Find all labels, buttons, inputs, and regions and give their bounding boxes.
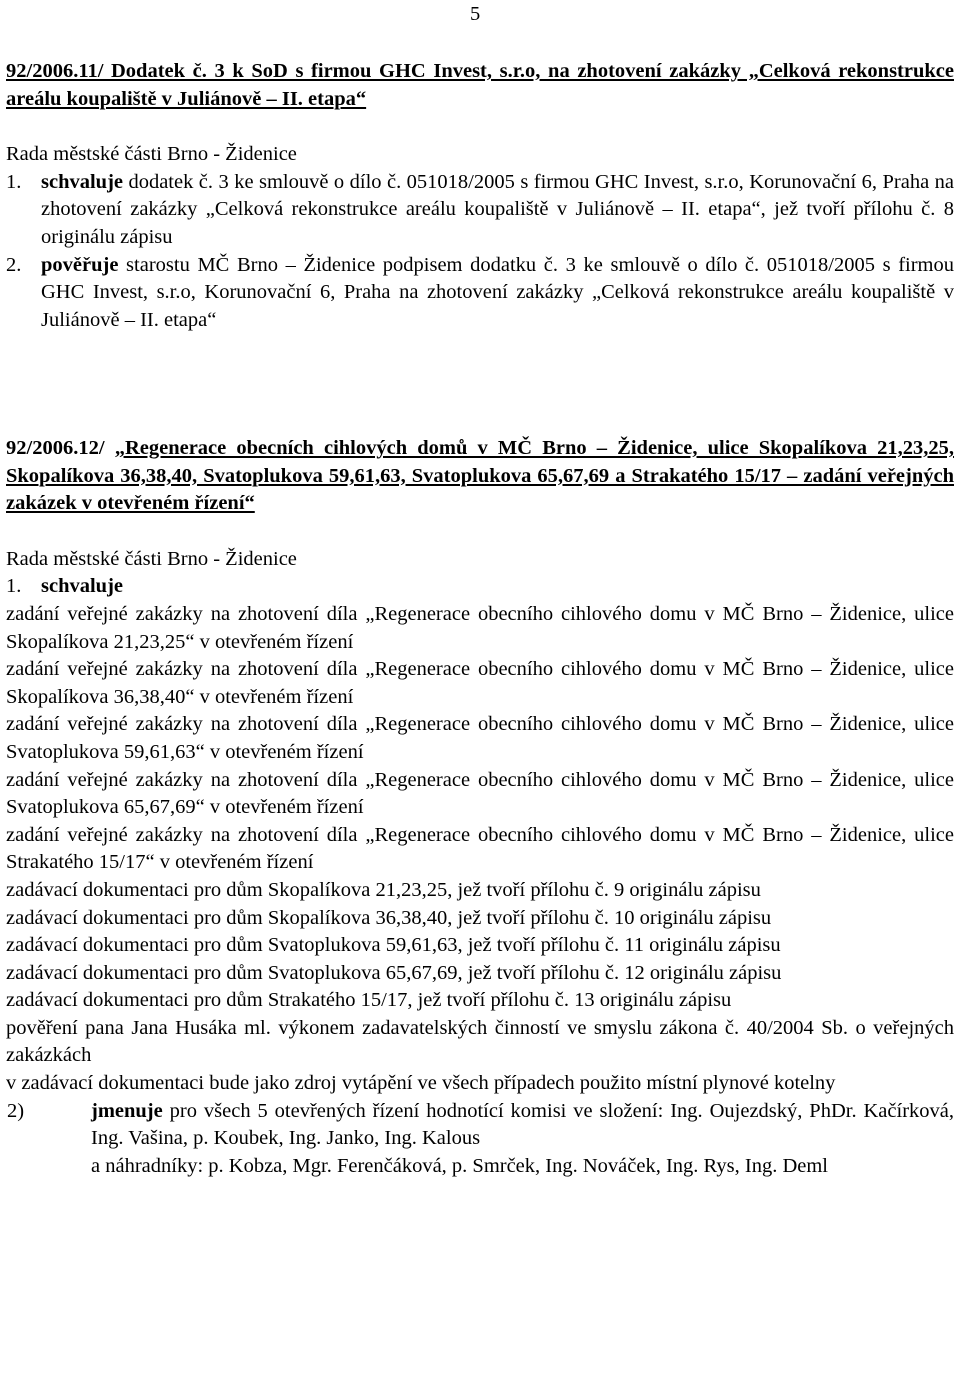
subitem — [0, 960, 954, 988]
subitem — [0, 877, 954, 905]
item-number: 1. — [6, 575, 22, 598]
resolution-92-2006-12 — [6, 435, 954, 1180]
subitem-text: v zadávací dokumentaci bude jako zdroj vytápění ve všech případech použito místní plynové kotelny — [6, 1072, 836, 1095]
item-text: dodatek č. 3 ke smlouvě o dílo č. 051018/2005 s firmou GHC Invest, s.r.o, Korunovační 6, Praha na zhotovení zakázky „Celková rekonstrukce areálu koupaliště v Juliánově – II. etapa“, jež tvoří přílohu č. 8 originálu zápisu — [41, 170, 954, 248]
subitem-text: zadávací dokumentaci pro dům Skopalíkova 36,38,40, jež tvoří přílohu č. 10 originálu zápisu — [6, 906, 772, 929]
subitem-text: pověření pana Jana Husáka ml. výkonem zadavatelských činností ve smyslu zákona č. 40/2004 Sb. o veřejných zakázkách — [6, 1016, 954, 1067]
subitem — [0, 987, 954, 1015]
subitem — [0, 1070, 954, 1098]
council-name: Rada městské části Brno - Židenice — [6, 547, 297, 570]
subitem-text: zadávací dokumentaci pro dům Strakatého 15/17, jež tvoří přílohu č. 13 originálu zápisu — [6, 989, 732, 1012]
subitem-text: zadání veřejné zakázky na zhotovení díla „Regenerace obecního cihlového domu v MČ Brno – Židenice, ulice Skopalíkova 36,38,40“ v otevřeném řízení — [6, 658, 954, 708]
item-verb: pověřuje — [41, 253, 119, 276]
resolution-item — [6, 1098, 954, 1181]
subitem — [0, 601, 954, 656]
subitem — [0, 711, 954, 766]
subitem-text: zadávací dokumentaci pro dům Svatoplukova 59,61,63, jež tvoří přílohu č. 11 originálu zápisu — [6, 934, 781, 957]
subitem-text: zadávací dokumentaci pro dům Skopalíkova 21,23,25, jež tvoří přílohu č. 9 originálu zápisu — [6, 878, 761, 901]
subitem-list — [0, 601, 954, 1098]
resolution-number: 92/2006.12/ — [6, 437, 105, 459]
subitem — [0, 767, 954, 822]
subitem — [0, 656, 954, 711]
item-number: 2. — [6, 253, 22, 276]
subitem-text: zadání veřejné zakázky na zhotovení díla „Regenerace obecního cihlového domu v MČ Brno – Židenice, ulice Svatoplukova 65,67,69“ v otevřeném řízení — [6, 768, 954, 819]
subitem — [0, 822, 954, 877]
resolution-heading: 92/2006.11/ Dodatek č. 3 k SoD s firmou GHC Invest, s.r.o, na zhotovení zakázky „Celková rekonstrukce areálu koupaliště v Juliánově – II. etapa“ — [6, 60, 954, 110]
subitem-text: zadávací dokumentaci pro dům Svatoplukova 65,67,69, jež tvoří přílohu č. 12 originálu zápisu — [6, 961, 782, 984]
item-verb: jmenuje — [91, 1099, 163, 1122]
item-number: 1. — [6, 170, 22, 193]
resolution-item — [6, 169, 954, 252]
resolution-heading — [6, 435, 954, 518]
resolution-title: „Regenerace obecních cihlových domů v MČ Brno – Židenice, ulice Skopalíkova 21,23,25, Skopalíkova 36,38,40, Svatoplukova 59,61,63, Svatoplukova 65,67,69 a Strakatého 15/17 – zadání veřejných zakázek v otevřeném řízení“ — [6, 437, 955, 515]
resolution-item — [6, 573, 954, 601]
page-number: 5 — [470, 3, 481, 25]
item-text: pro všech 5 otevřených řízení hodnotící komisi ve složení: Ing. Oujezdský, PhDr. Kačírková, Ing. Vašina, p. Koubek, Ing. Janko, Ing. Kalous — [91, 1099, 954, 1150]
subitem — [0, 932, 954, 960]
council-name: Rada městské části Brno - Židenice — [6, 143, 297, 166]
subitem-text: zadání veřejné zakázky na zhotovení díla „Regenerace obecního cihlového domu v MČ Brno – Židenice, ulice Svatoplukova 59,61,63“ v otevřeném řízení — [6, 713, 954, 763]
subitem-text: zadání veřejné zakázky na zhotovení díla „Regenerace obecního cihlového domu v MČ Brno – Židenice, ulice Strakatého 15/17“ v otevřeném řízení — [6, 823, 954, 874]
item-text: starostu MČ Brno – Židenice podpisem dodatku č. 3 ke smlouvě o dílo č. 051018/2005 s firmou GHC Invest, s.r.o, Korunovační 6, Praha na zhotovení zakázky „Celková rekonstrukce areálu koupaliště v Juliánově – II. etapa“ — [41, 253, 954, 331]
resolution-92-2006-11 — [6, 58, 954, 334]
subitem-text: zadání veřejné zakázky na zhotovení díla „Regenerace obecního cihlového domu v MČ Brno – Židenice, ulice Skopalíkova 21,23,25“ v otevřeném řízení — [6, 602, 954, 653]
item-verb: schvaluje — [41, 575, 123, 598]
subitem — [0, 1015, 954, 1070]
item-number: 2) — [7, 1099, 25, 1122]
item-verb: schvaluje — [41, 170, 123, 193]
resolution-item — [6, 252, 954, 335]
subitem — [0, 905, 954, 933]
item-text-substitutes: a náhradníky: p. Kobza, Mgr. Ferenčáková, p. Smrček, Ing. Nováček, Ing. Rys, Ing. Deml — [91, 1154, 828, 1177]
